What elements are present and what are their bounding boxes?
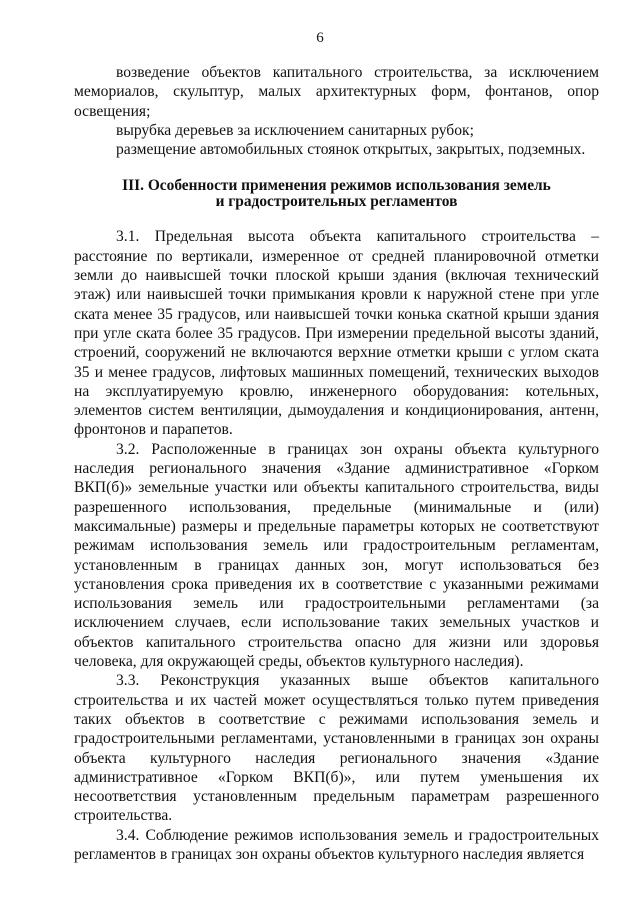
paragraph-3-1: 3.1. Предельная высота объекта капитального строительства – расстояние по вертикали, измеренное от средней планировочной отметки земли до наивысшей точки плоской крыши здания (включая технический этаж) или наивысшей точки примыкания кровли к наружной стене при угле ската менее 35 градусов, или наивысшей точки конька скатной крыши здания при угле ската более 35 градусов. При измерении предельной высоты зданий, строений, сооружений не включаются верхние отметки крыши с углом ската 35 и менее градусов, лифтовых машинных помещений, технических выходов на эксплуатируемую кровлю, инженерного оборудования: котельных, элементов систем вентиляции, дымоудаления и кондиционирования, антенн, фронтонов и парапетов.: [74, 228, 599, 439]
list-item-parking: размещение автомобильных стоянок открытых, закрытых, подземных.: [116, 141, 586, 159]
paragraph-3-2: 3.2. Расположенные в границах зон охраны объекта культурного наследия регионального значения «Здание административное «Горком ВКП(б)» земельные участки или объекты капитального строительства, виды разрешенного использования, предельные (минимальные и (или) максимальные) размеры и предельные параметры которых не соответствуют режимам использования земель или градостроительным регламентам, установленным в границах данных зон, могут использоваться без установления срока приведения их в соответствие с указанными режимами использования земель или градостроительными регламентами (за исключением случаев, если использование таких земельных участков и объектов капитального строительства опасно для жизни или здоровья человека, для окружающей среды, объектов культурного наследия).: [74, 440, 599, 671]
spacer: [74, 210, 599, 227]
section-title: [74, 178, 599, 210]
list-item-construction: возведение объектов капитального строительства, за исключением мемориалов, скульптур, малых архитектурных форм, фонтанов, опор освещения;: [74, 64, 599, 120]
paragraph-3-4: 3.4. Соблюдение режимов использования земель и градостроительных регламентов в границах зон охраны объектов культурного наследия является: [74, 826, 599, 863]
section-title-line2: и градостроительных регламентов: [215, 193, 458, 211]
paragraph-3-3: 3.3. Реконструкция указанных выше объектов капитального строительства и их частей может осуществляться только путем приведения таких объектов в соответствие с режимами использования земель и градостроительными регламентами, установленными в границах зон охраны объекта культурного наследия регионального значения «Здание административное «Горком ВКП(б)», или путем уменьшения их несоответствия установленным предельным параметрам разрешенного строительства.: [74, 672, 599, 825]
page-number: 6: [316, 30, 324, 46]
document-body: [74, 63, 599, 864]
section-title-line1: III. Особенности применения режимов использования земель: [122, 177, 551, 195]
list-item-tree-cutting: вырубка деревьев за исключением санитарных рубок;: [116, 121, 474, 139]
spacer: [74, 159, 599, 178]
